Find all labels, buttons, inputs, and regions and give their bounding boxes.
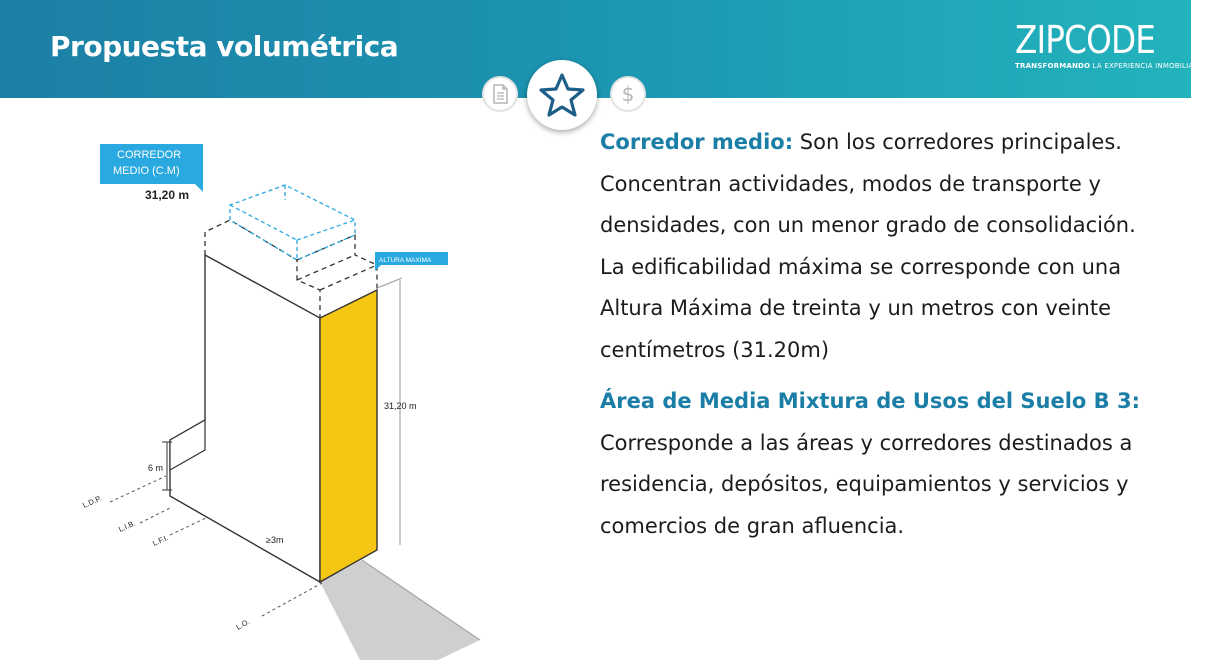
six-m-label: 6 m [148,463,164,473]
document-icon[interactable] [482,76,518,112]
dollar-icon[interactable] [610,76,646,112]
corredor-tag-line2: MEDIO (C.M) [113,165,180,177]
header-banner [0,0,1206,98]
zipcode-logo [1012,18,1206,74]
lo-label: L.O. [234,616,252,632]
max-envelope-dashed [230,185,355,260]
corredor-heading: Corredor medio: [600,130,794,154]
lfi-label: L.F.I. [151,532,170,548]
corredor-body: Son los corredores principales. Concentran actividades, modos de transporte y densidades, con un menor grado de consolidación. La edificabilidad máxima se corresponde con una Altura Máxima de treinta y un metros con veinte centímetros (31.20m) [600,130,1136,362]
tower-side-face [170,255,320,582]
logo-wordmark: ZIPCODE [1015,18,1156,62]
area-paragraph [600,381,1160,547]
volumetric-diagram [70,120,550,660]
logo-tagline-bold: TRANSFORMANDO [1015,62,1091,70]
altura-tag-label: ALTURA MAXIMA [379,257,432,264]
dollar-glyph: $ [621,82,635,106]
area-heading: Área de Media Mixtura de Usos del Suelo B 3: [600,389,1140,413]
three-m-label: ≥3m [266,535,284,545]
sidewalk-plane [320,560,480,660]
description-text [600,122,1160,547]
logo-tagline-rest: LA EXPERIENCIA INMOBILIARIA [1090,62,1206,70]
corredor-paragraph [600,122,1160,371]
corredor-tag-line1: CORREDOR [117,149,182,161]
corredor-tag-value: 31,20 m [145,188,190,202]
ldp-label: L.D.P. [81,493,103,510]
page-title: Propuesta volumétrica [50,30,399,63]
logo-tagline [1015,62,1206,70]
area-body: Corresponde a las áreas y corredores destinados a residencia, depósitos, equipamientos y servicios y comercios de gran afluencia. [600,430,1133,538]
lib-label: L.I.B. [117,518,137,534]
altura-maxima-facade [320,290,377,582]
height-value: 31,20 m [384,401,417,411]
